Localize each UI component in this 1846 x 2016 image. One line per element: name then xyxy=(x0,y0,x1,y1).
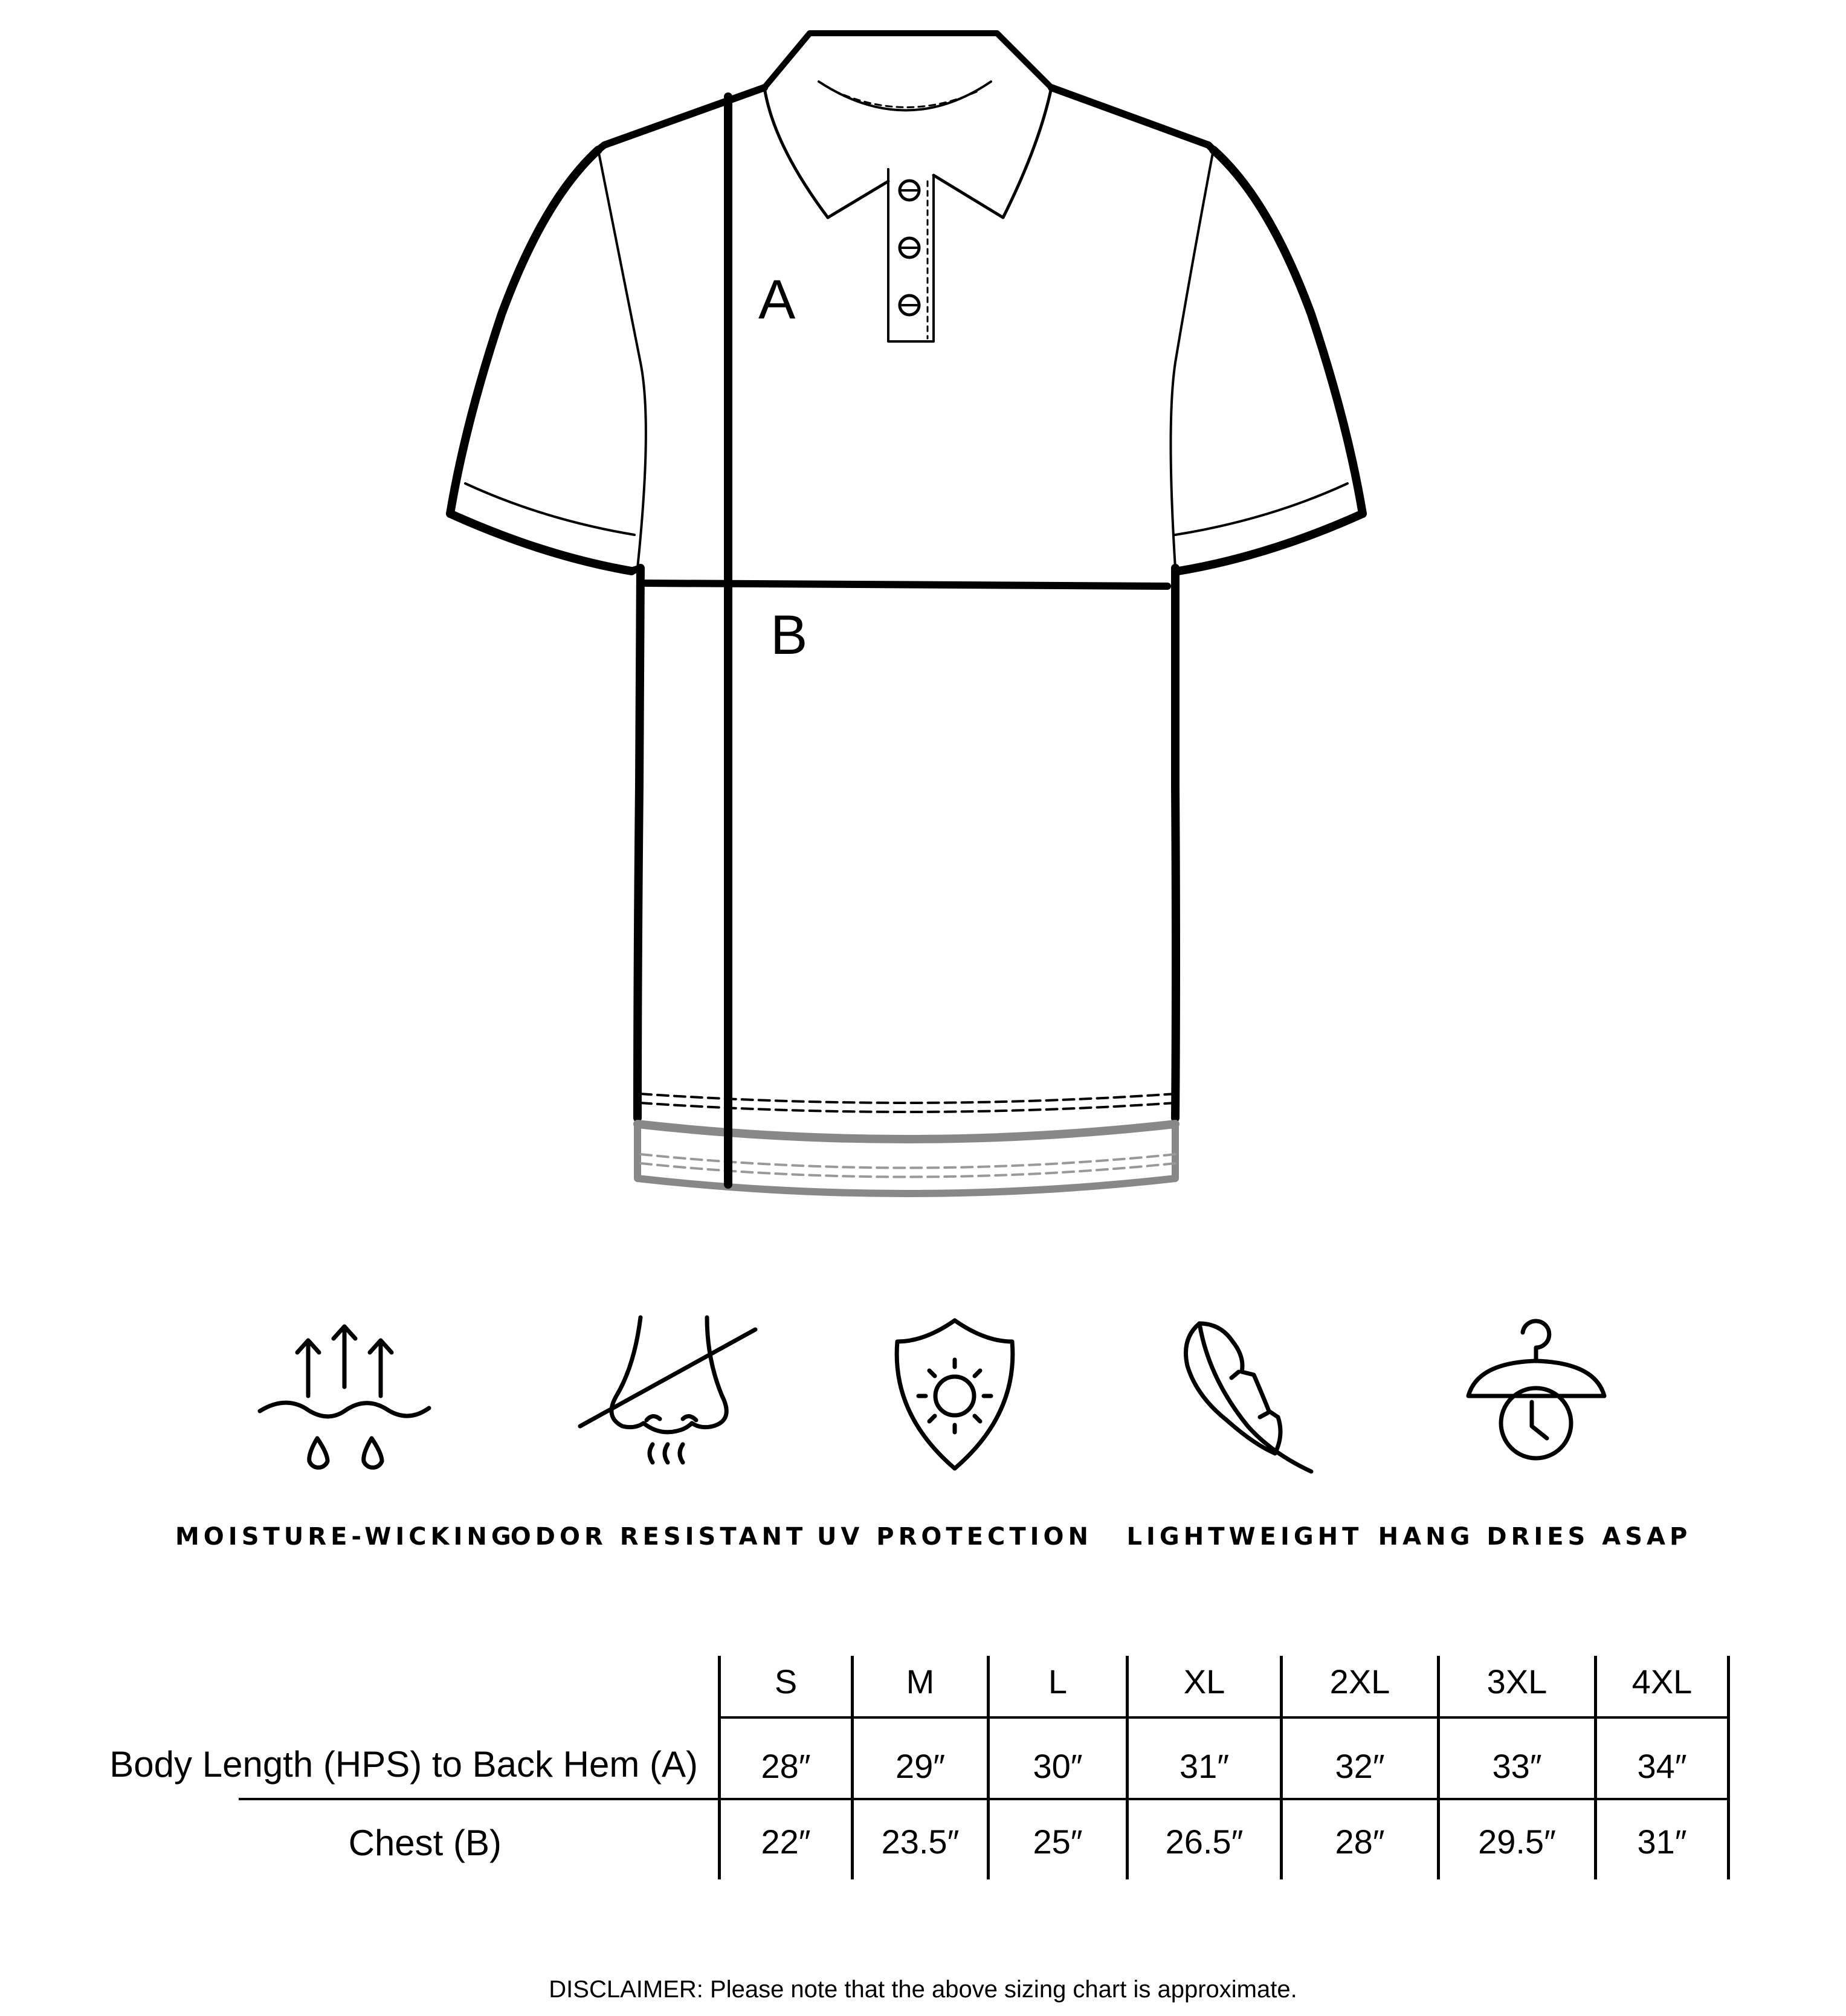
size-header-xl: XL xyxy=(1183,1662,1225,1701)
table-cell: 23.5″ xyxy=(881,1823,960,1861)
table-cell: 30″ xyxy=(1033,1747,1083,1785)
feature-label: UV PROTECTION xyxy=(816,1523,1093,1551)
feature-label: LIGHTWEIGHT xyxy=(1126,1523,1363,1551)
size-header-4xl: 4XL xyxy=(1631,1662,1693,1701)
table-cell: 29″ xyxy=(895,1747,946,1785)
table-cell: 31″ xyxy=(1637,1823,1687,1861)
size-header-m: M xyxy=(906,1662,935,1701)
hang-dries-icon xyxy=(1432,1305,1638,1487)
feature-moisture-wicking xyxy=(175,1305,514,1571)
lightweight-icon xyxy=(1142,1305,1347,1487)
row-label-body-length: Body Length (HPS) to Back Hem (A) xyxy=(109,1744,698,1785)
size-header-s: S xyxy=(774,1662,798,1701)
disclaimer-text: DISCLAIMER: Please note that the above sizing chart is approximate. xyxy=(549,1976,1297,2003)
table-cell: 33″ xyxy=(1492,1747,1542,1785)
feature-lightweight xyxy=(1076,1305,1414,1571)
size-header-l: L xyxy=(1048,1662,1068,1701)
table-cell: 31″ xyxy=(1179,1747,1230,1785)
row-divider xyxy=(718,1716,1730,1719)
table-cell: 28″ xyxy=(1335,1823,1385,1861)
table-cell: 32″ xyxy=(1335,1747,1385,1785)
table-cell: 25″ xyxy=(1033,1823,1083,1861)
table-cell: 29.5″ xyxy=(1478,1823,1556,1861)
table-cell: 34″ xyxy=(1637,1747,1687,1785)
feature-odor-resistant xyxy=(489,1305,828,1571)
column-divider xyxy=(1727,1656,1730,1879)
size-header-2xl: 2XL xyxy=(1329,1662,1390,1701)
feature-label: HANG DRIES ASAP xyxy=(1378,1523,1692,1551)
feature-label: MOISTURE-WICKING xyxy=(175,1523,515,1551)
row-label-chest: Chest (B) xyxy=(348,1823,502,1863)
size-header-3xl: 3XL xyxy=(1486,1662,1547,1701)
feature-label: ODOR RESISTANT xyxy=(510,1523,807,1551)
uv-protection-icon xyxy=(852,1305,1057,1487)
moisture-wicking-icon xyxy=(242,1305,447,1487)
table-cell: 26.5″ xyxy=(1165,1823,1244,1861)
table-cell: 28″ xyxy=(761,1747,811,1785)
measure-a-label: A xyxy=(758,269,796,331)
odor-resistant-icon xyxy=(556,1305,761,1487)
measure-b-label: B xyxy=(770,604,808,666)
size-table xyxy=(0,1656,1846,1898)
feature-hang-dries xyxy=(1366,1305,1704,1571)
row-divider xyxy=(239,1798,1730,1800)
feature-uv-protection xyxy=(786,1305,1124,1571)
table-cell: 22″ xyxy=(761,1823,811,1861)
